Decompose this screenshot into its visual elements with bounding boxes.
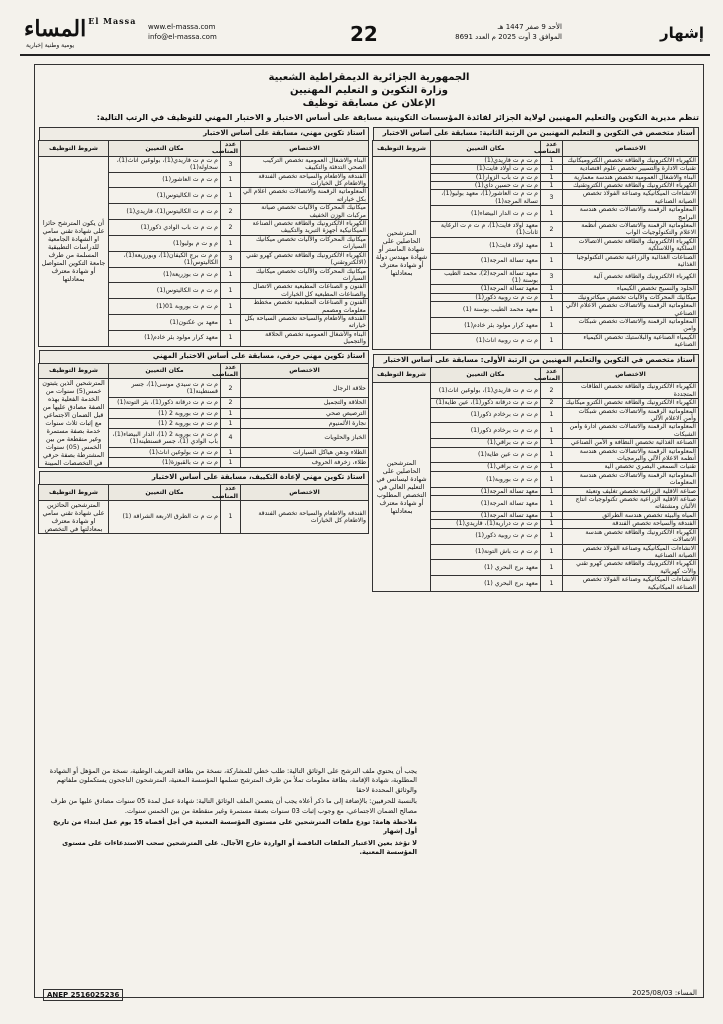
specialty-cell: الصناعة الغذائية تخصص النظافة و الأمن الصناعي — [563, 439, 699, 447]
place-cell: معهد اولاد فايت(1)، م ت م ت الرغاية ثانات(1) — [431, 222, 541, 238]
specialty-cell: الجلود والنسيج تخصص الكيمياء — [563, 285, 699, 293]
specialty-cell: المياه والبيئة تخصص هندسة الطرائق — [563, 511, 699, 519]
place-cell: م م ت برج الكيفان(1)، وبورزيعة(1)، الكاليتوس(1) — [109, 251, 221, 267]
section-title-right-2: أستاذ متخصص في التكوين والتعليم المهنيين من الرتبة الأولى: مسابقة على أساس الاختبار — [373, 354, 699, 367]
col-header-conditions: شروط التوظيف — [373, 367, 431, 383]
count-cell: 1 — [541, 447, 563, 463]
place-cell: م ت م ت بوروبة 01(1) — [109, 299, 221, 315]
place-cell: م ت م ت روبية ذكور(1) — [431, 293, 541, 301]
site-info — [148, 22, 217, 42]
count-cell: 1 — [221, 448, 241, 458]
specialty-cell: الكهرباء الالكترونيك والطاقة تخصص هندسة الاتصالات — [563, 528, 699, 544]
table-row — [373, 156, 699, 164]
specialty-cell: الفندقة والسياحة تخصص الفندقة — [563, 520, 699, 528]
count-cell: 1 — [541, 317, 563, 333]
place-cell: م ت م ت العاشور(1)، معهد بوليو(1)، تسالة المرجة(1) — [431, 190, 541, 206]
place-cell: معهد اولاد فايت(1) — [431, 237, 541, 253]
specialty-cell: المعلوماتية الرقمنة والاتصالات تخصص شبكات وامن — [563, 317, 699, 333]
count-cell: 1 — [221, 188, 241, 204]
col-header-count: عدد المناصب — [541, 367, 563, 383]
count-cell: 1 — [541, 285, 563, 293]
count-cell: 1 — [541, 496, 563, 512]
col-header-conditions: شروط التوظيف — [373, 141, 431, 157]
table-header-row — [39, 141, 369, 157]
count-cell: 3 — [221, 156, 241, 172]
table-body-left-3 — [39, 501, 369, 534]
specialty-cell: تقنيات السمعي البصري تخصص آلية — [563, 463, 699, 471]
place-cell: م ت م ت الكاليتوس(1) — [109, 188, 221, 204]
place-cell: م ت م ت براقي(1) — [431, 439, 541, 447]
specialty-cell: المعلوماتية الرقمنة والاتصالات تخصص ادارة وأمن الشبكات — [563, 423, 699, 439]
specialty-cell: صناعة الاقلية الزراعية تخصص تكنولوجيات انتاج الألبان ومشتقاته — [563, 496, 699, 512]
col-header-place: مكان التعيين — [109, 485, 221, 501]
date-gregorian: الموافق 3 أوت 2025 م العدد 8691 — [455, 33, 562, 41]
place-cell: م ت م ت برخادم ذكور(1) — [431, 407, 541, 423]
specialty-cell: الكهرباء الالكترونيك والطاقة تخصص الكتروتقنيك — [563, 182, 699, 190]
place-cell: م ت م ت درقانة ذكور(1)، بئر التوتة(1) — [109, 398, 221, 408]
count-cell: 1 — [221, 172, 241, 188]
specialty-cell: نجارة الألمنيوم — [241, 418, 369, 428]
place-cell: معهد محمد الطيب بوسنة (1) — [431, 302, 541, 318]
specialty-cell: الكهرباء الالكترونيك والطاقة تخصص كهرو تقني (الالكتروتقني) — [241, 251, 369, 267]
specialty-cell: الكهرباء الالكترونيك والطاقة تخصص كهرو تقني والآت كهربائية — [563, 560, 699, 576]
count-cell: 1 — [541, 165, 563, 173]
specialty-cell: الصناعات الغذائية والزراعية تخصص التكنولوجيا الغذائية — [563, 253, 699, 269]
table-row — [373, 383, 699, 399]
count-cell: 1 — [541, 471, 563, 487]
specialty-cell: البناء والاشغال العمومية تخصص هندسة معمارية — [563, 173, 699, 181]
specialty-cell: الانشاءات الميكانيكية وصناعة الفولاذ تخصص الصيانة الصناعية — [563, 190, 699, 206]
positions-table-right-1 — [372, 140, 699, 350]
specialty-cell: الكهرباء الالكترونيك والطاقة تخصص الطاقات المتجددة — [563, 383, 699, 399]
note-incomplete: لا تؤخذ بعين الاعتبار الملفات الناقصة أو الواردة خارج الآجال. على المترشحين سحب الاستدعاءات على مستوى المؤسسة المعنية. — [62, 838, 417, 857]
specialty-cell: الانشاءات الميكانيكية وصناعة الفولاذ تخصص الصناعة الميكانيكية — [563, 576, 699, 592]
place-cell: م ت م ت براقي(1) — [431, 463, 541, 471]
place-cell: م ت م ت درقانة ذكور(1)، عين طاية(1) — [431, 399, 541, 407]
count-cell: 1 — [221, 330, 241, 346]
col-header-conditions: شروط التوظيف — [39, 363, 109, 379]
site-url[interactable]: www.el-massa.com — [148, 23, 216, 31]
conditions-cell: المترشحين الذين يثبتون خمس(5) سنوات من الخدمة الفعلية بهذه الصفة مصادق عليها من قبل الضمان الاجتماعي مع إثبات ثلاث سنوات خدمة بصفة مستمرة وغير منقطعة من بين الخمس (05) سنوات المشترطة بصفة حرفي في التخصصات المبينة — [39, 379, 109, 468]
specialty-cell: حلاقة الرجال — [241, 379, 369, 398]
place-cell: معهد تسالة المرجة(1) — [431, 285, 541, 293]
table-body-left-2 — [39, 379, 369, 468]
count-cell: 2 — [221, 379, 241, 398]
count-cell: 3 — [221, 251, 241, 267]
specialty-cell: الحلاقة والتجميل — [241, 398, 369, 408]
count-cell: 1 — [541, 439, 563, 447]
count-cell: 1 — [221, 299, 241, 315]
rubric-title: إشهار — [659, 24, 704, 42]
specialty-cell: الخباز والحلويات — [241, 428, 369, 447]
specialty-cell: الكهرباء الالكترونيك والطاقة تخصص الكتروميكانيك — [563, 156, 699, 164]
place-cell: م ت م ت بولوغين اناث(1) — [109, 448, 221, 458]
place-cell: معهد تسالة المرجة(1) — [431, 511, 541, 519]
right-column — [373, 127, 699, 592]
place-cell: م ت م ت قاريدي(1) — [431, 156, 541, 164]
count-cell: 1 — [541, 423, 563, 439]
count-cell: 1 — [541, 173, 563, 181]
count-cell: 1 — [541, 528, 563, 544]
count-cell: 1 — [221, 314, 241, 330]
place-cell: م ت م ت روبية ذكور(1) — [431, 528, 541, 544]
count-cell: 1 — [221, 283, 241, 299]
count-cell: 1 — [541, 293, 563, 301]
table-row — [39, 156, 369, 172]
col-header-specialty: الاختصاص — [563, 141, 699, 157]
positions-table-left-2 — [38, 363, 369, 469]
col-header-place: مكان التعيين — [109, 141, 221, 157]
republic-title: الجمهورية الجزائرية الديمقراطية الشعبية — [268, 72, 470, 83]
specialty-cell: المعلوماتية الرقمنة والاتصالات تخصص شبكات وأمن الاعلام الآلي — [563, 407, 699, 423]
anep-stamp: ANEP 2516025236 — [43, 989, 123, 1001]
table-row — [39, 501, 369, 534]
place-cell: معهد بن عكنون(1) — [109, 314, 221, 330]
section-title-right-1: أستاذ متخصص في التكوين و التعليم المهنيين من الرتبة الثانية: مسابقة على أساس الاختبار — [373, 127, 699, 140]
place-cell: م ت م ت باب الزوار(1) — [431, 173, 541, 181]
masthead-logo: المساء $^{El Massa}$ — [24, 16, 137, 42]
place-cell: م و ت م بوليو(1) — [109, 235, 221, 251]
count-cell: 1 — [541, 560, 563, 576]
place-cell: م ت م ت العاشور(1) — [109, 172, 221, 188]
place-cell: م ت م ت بوزريعة(1) — [109, 267, 221, 283]
specialty-cell: الفنون و الصناعات المطبعية تخصص الاتصال والصناعات المطبعية كل الخيارات — [241, 283, 369, 299]
positions-table-left-3 — [38, 484, 369, 534]
specialty-cell: ميكانيك المحركات والآليات تخصص ميكانيك السيارات — [241, 235, 369, 251]
count-cell: 3 — [541, 269, 563, 285]
specialty-cell: المعلوماتية الرقمنة والاتصالات تخصص اعلام آلي بكل خياراته — [241, 188, 369, 204]
count-cell: 1 — [541, 182, 563, 190]
place-cell: م ت م ت بالقبوزة(1) — [109, 458, 221, 468]
count-cell: 1 — [221, 501, 241, 534]
specialty-cell: صناعة الاقلية الزراعية تخصص تغليف وتعبئة — [563, 487, 699, 495]
count-cell: 1 — [541, 576, 563, 592]
count-cell: 1 — [221, 458, 241, 468]
count-cell: 2 — [221, 204, 241, 220]
place-cell: م ت م ت قاريدي(1)، بولوغين اناث(1)، سحاولة(1) — [109, 156, 221, 172]
note-deadline: ملاحظة هامة: تودع ملفات المترشحين على مستوى المؤسسة المعنية في أجل أقصاه 15 يوم عمل ابتداء من تاريخ أول إشهار — [53, 818, 417, 836]
conditions-cell: المترشحين الحائزين على شهادة تقني سامي او شهادة معترف بمعادلتها في التخصص — [39, 501, 109, 534]
place-cell: م ت م ت قاريدي(1)، بولوغين اناث(1) — [431, 383, 541, 399]
count-cell: 1 — [541, 333, 563, 349]
specialty-cell: المعلوماتية الرقمنة والاتصالات تخصص أنظمة الاعلام والتكنولوجيات الواب — [563, 222, 699, 238]
conditions-cell: المترشحين الحاصلين على شهادة ليسانس في التعليم العالي في التخصص المطلوب أو شهادة معترف بمعادلتها — [373, 383, 431, 592]
count-cell: 1 — [541, 520, 563, 528]
count-cell: 3 — [541, 190, 563, 206]
place-cell: م ت م ت الكاليتوس(1)، قاريدي(1) — [109, 204, 221, 220]
place-cell: م ت م ت برخادم ذكور(1) — [431, 423, 541, 439]
specialty-cell: الفندقة والاطعام والسياحة تخصص الفندقة والاطعام كل الخيارات — [241, 172, 369, 188]
col-header-place: مكان التعيين — [109, 363, 221, 379]
place-cell: م ت م ت روبية اناث(1) — [431, 333, 541, 349]
table-header-row — [373, 141, 699, 157]
specialty-cell: المعلوماتية الرقمنة والاتصالات تخصص هندسة المعلومات — [563, 471, 699, 487]
application-notes — [39, 767, 417, 860]
place-cell: معهد تسالة المرجة(1) — [431, 253, 541, 269]
place-cell: م ت م ت بوروبة 2 (1)، الدار البيضاء(1)، باب الوادي (1)، جسر قسنطينة(1) — [109, 428, 221, 447]
page-number: 22 — [350, 22, 378, 46]
col-header-specialty: الاختصاص — [241, 141, 369, 157]
left-column — [39, 127, 369, 534]
place-cell: م ت م ت سيدي موسى(1)، جسر قسنطينة(1) — [109, 379, 221, 398]
specialty-cell: الكيمياء الصناعية والبلاستيك تخصص الكيمياء الصناعية — [563, 333, 699, 349]
specialty-cell: الكهرباء الالكترونيك والطاقة تخصص الصناعة الميكانيكية أجهزة التبريد والتكييف — [241, 220, 369, 236]
table-body-left-1 — [39, 156, 369, 346]
place-cell: معهد تسالة المرجة(1) — [431, 496, 541, 512]
conditions-cell: المترشحين الحاصلين على شهادة الماستر أو شهادة مهندس دولة أو شهادة معترف بمعادلتها — [373, 156, 431, 349]
col-header-specialty: الاختصاص — [563, 367, 699, 383]
place-cell: م ت م ت درارية(1)، قاريدي(1) — [431, 520, 541, 528]
specialty-cell: الترصيص صحي — [241, 408, 369, 418]
col-header-specialty: الاختصاص — [241, 363, 369, 379]
count-cell: 1 — [541, 302, 563, 318]
specialty-cell: الفندقة والاطعام والسياحة تخصص الفندقة والاطعام كل الخيارات — [241, 501, 369, 534]
announcement-frame — [34, 64, 704, 998]
issue-footer: المساء: 2025/08/03 — [632, 989, 697, 997]
specialty-cell: ميكانيك المحركات والآليات تخصص ميكانيك السيارات — [241, 267, 369, 283]
specialty-cell: تقنيات الادارة والتسيير تخصص علوم اقتصادية — [563, 165, 699, 173]
count-cell: 1 — [541, 544, 563, 560]
page-header — [20, 16, 710, 56]
table-header-row — [373, 367, 699, 383]
positions-table-right-2 — [372, 367, 699, 592]
specialty-cell: المعلوماتية الرقمنة والاتصالات تخصص هندسة أنظمة الاعلام الآلي والبرمجيات — [563, 447, 699, 463]
col-header-specialty: الاختصاص — [241, 485, 369, 501]
site-email[interactable]: info@el-massa.com — [148, 33, 217, 41]
col-header-conditions: شروط التوظيف — [39, 141, 109, 157]
conditions-cell: أن يكون المترشح حائزا على شهادة تقني سامي او الشهادة الجامعية للدراسات التطبيقية المسلمة من طرف جامعة التكوين المتواصل أو شهادة معترف بمعادلتها — [39, 156, 109, 346]
specialty-cell: البناء والاشغال العمومية تخصص التركيب الصحي التدفئة والتكييف — [241, 156, 369, 172]
count-cell: 4 — [221, 428, 241, 447]
col-header-conditions: شروط التوظيف — [39, 485, 109, 501]
specialty-cell: المعلوماتية الرقمنة والاتصالات تخصص هندسة البرامج — [563, 206, 699, 222]
count-cell: 1 — [541, 237, 563, 253]
table-row — [39, 379, 369, 398]
count-cell: 1 — [541, 407, 563, 423]
table-body-right-2 — [373, 383, 699, 592]
place-cell: معهد برج البحري (1) — [431, 560, 541, 576]
note-craftsmen: بالنسبة للحرفيين: بالإضافة إلى ما ذكر أعلاه يجب أن يتضمن الملف الوثائق التالية: شهادة عمل لمدة 05 سنوات مصادق عليها من طرف مصالح الضمان الاجتماعي، مع وجوب إثبات 03 سنوات بصفة مستمرة وغير منقطعة من بين الخمس سنوات. — [50, 797, 417, 815]
specialty-cell: المعلوماتية الرقمنة والاتصالات تخصص الاعلام الآلي الصناعي — [563, 302, 699, 318]
place-cell: معهد كرار مولود بئر خادم(1) — [431, 317, 541, 333]
place-cell: م ت م ت باب الوادي ذكور(1) — [109, 220, 221, 236]
specialty-cell: ميكانيك المحركات والآليات تخصص صيانة مركبات الوزن الخفيف — [241, 204, 369, 220]
count-cell: 1 — [541, 487, 563, 495]
place-cell: م ت م ت بوروبة 2 (1) — [109, 408, 221, 418]
count-cell: 2 — [541, 399, 563, 407]
issue-date — [432, 22, 562, 42]
count-cell: 1 — [221, 267, 241, 283]
specialty-cell: طلاء، زخرفة الحروف — [241, 458, 369, 468]
count-cell: 2 — [221, 220, 241, 236]
specialty-cell: البناء والأشغال العمومية تخصص الحلاقة والتجميل — [241, 330, 369, 346]
place-cell: معهد تسالة المرجة(2)، محمد الطيب بوسنة (1) — [431, 269, 541, 285]
count-cell: 1 — [541, 463, 563, 471]
col-header-place: مكان التعيين — [431, 141, 541, 157]
count-cell: 1 — [221, 408, 241, 418]
date-hijri: الأحد 9 صفر 1447 هـ — [497, 23, 562, 31]
table-header-row — [39, 485, 369, 501]
section-title-left-2: استاذ تكوين مهني حرفي، مسابقة على أساس الاختبار المهني — [39, 350, 369, 363]
section-title-left-1: استاذ تكوين مهني، مسابقة على أساس الاختبار — [39, 127, 369, 140]
announcement-title: الإعلان عن مسابقة توظيف — [302, 98, 436, 109]
place-cell: م ت م ت بوروبة 2 (1) — [109, 418, 221, 428]
ministry-title: وزارة التكوين و التعليم المهنيين — [290, 85, 448, 96]
count-cell: 1 — [541, 206, 563, 222]
count-cell: 1 — [221, 235, 241, 251]
col-header-count: عدد المناصب — [541, 141, 563, 157]
count-cell: 2 — [221, 398, 241, 408]
place-cell: معهد تسالة المرجة(1) — [431, 487, 541, 495]
count-cell: 2 — [541, 222, 563, 238]
place-cell: م ت م ت الكاليتوس(1) — [109, 283, 221, 299]
place-cell: م ت م ت حسين داي(1) — [431, 182, 541, 190]
specialty-cell: الكهرباء الالكترونيك والطاقة تخصص الكترو ميكانيك — [563, 399, 699, 407]
count-cell: 2 — [541, 383, 563, 399]
place-cell: م ت م ت عين طاية(1) — [431, 447, 541, 463]
count-cell: 1 — [541, 156, 563, 164]
count-cell: 1 — [221, 418, 241, 428]
specialty-cell: الكهرباء الالكترونيك والطاقة تخصص الاتصالات السلكية واللاسلكية — [563, 237, 699, 253]
col-header-count: عدد المناصب — [221, 485, 241, 501]
count-cell: 1 — [541, 253, 563, 269]
place-cell: معهد برج البحري (1) — [431, 576, 541, 592]
specialty-cell: الانشاءات الميكانيكية وصناعة الفولاذ تخصص الصيانة الصناعية — [563, 544, 699, 560]
place-cell: معهد كرار مولود بئر خادم(1) — [109, 330, 221, 346]
count-cell: 1 — [541, 511, 563, 519]
logo-tagline: يومية وطنية إخبارية — [26, 42, 75, 49]
col-header-count: عدد المناصب — [221, 363, 241, 379]
intro-text: تنظم مديرية التكوين والتعليم المهنيين لولاية الجزائر لفائدة المؤسسات التكوينية مسابقة على أساس الاختبار و الاختبار المهني للتوظيف في الرتب التالية: — [96, 113, 699, 122]
specialty-cell: الطلاء ودهن هياكل السيارات — [241, 448, 369, 458]
place-cell: م ت م ت الطرق الاربعة الشراقة (1) — [109, 501, 221, 534]
place-cell: م ت م ت بوروبة(1) — [431, 471, 541, 487]
specialty-cell: الفندقة والاطعام والسياحة تخصص السياحة بكل خياراته — [241, 314, 369, 330]
specialty-cell: الفنون و الصناعات المطبعية تخصص مخطط معلومات ومصمم — [241, 299, 369, 315]
section-title-left-3: استاذ تكوين مهني لإعادة التكييف، مسابقة على أساس الاختبار — [39, 471, 369, 484]
positions-table-left-1 — [38, 140, 369, 347]
table-body-right-1 — [373, 156, 699, 349]
col-header-count: عدد المناصب — [221, 141, 241, 157]
place-cell: م ت م ت أولاد فايت(1) — [431, 165, 541, 173]
specialty-cell: الكهرباء الالكترونيك والطاقة تخصص آلية — [563, 269, 699, 285]
place-cell: م ت م ت باش التونة(1) — [431, 544, 541, 560]
col-header-place: مكان التعيين — [431, 367, 541, 383]
place-cell: م ت م ت الدار البيضاء(1) — [431, 206, 541, 222]
note-documents: يجب أن يحتوي ملف الترشح على الوثائق التالية: طلب خطي للمشاركة، نسخة من بطاقة التعريف الوطنية، نسخة من المؤهل أو الشهادة المطلوبة، شهادة الإقامة، بطاقة معلومات تملأ من طرف المترشح تسلمها المؤسسة المعنية، المترشحون الناجحون يستكملون ملفاتهم والوثائق المحددة لاحقا — [49, 767, 417, 794]
specialty-cell: ميكانيك المحركات والآليات تخصص ميكاترونيك — [563, 293, 699, 301]
announcement-titles — [35, 71, 703, 110]
table-header-row — [39, 363, 369, 379]
